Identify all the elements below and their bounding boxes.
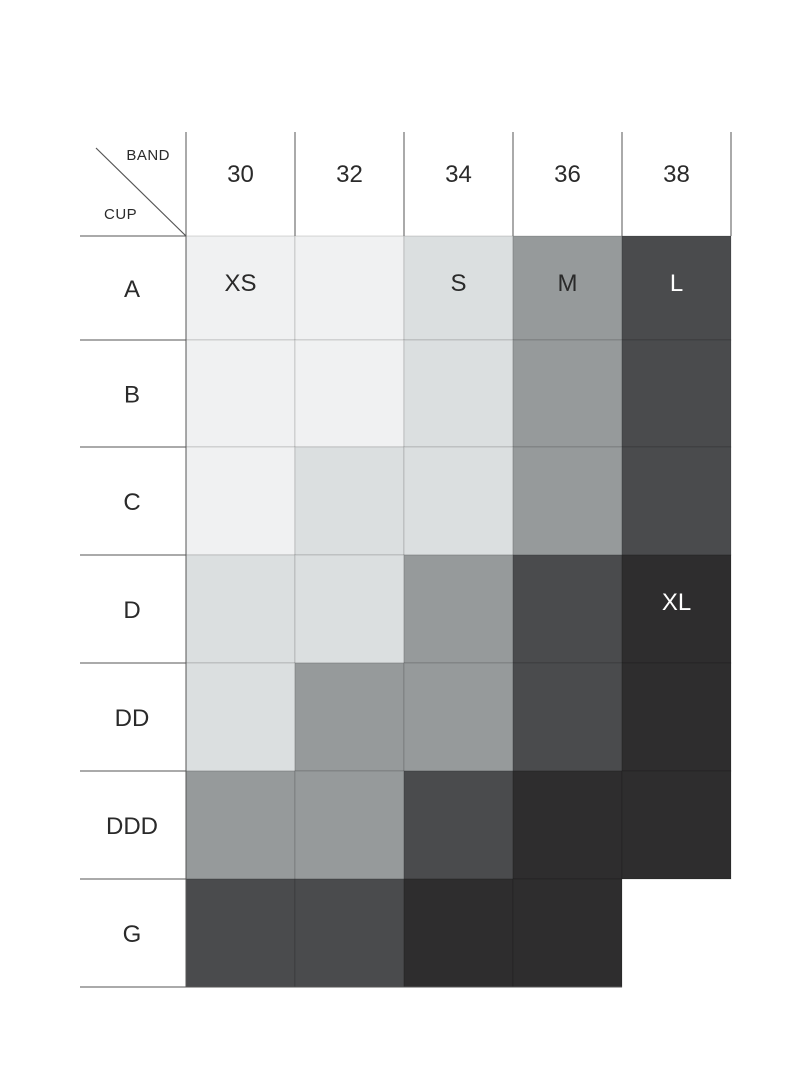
cup-axis-label: CUP <box>104 206 138 223</box>
cup-header: A <box>123 276 141 303</box>
size-cell-c-30 <box>186 447 295 555</box>
size-cell-c-38 <box>622 447 731 555</box>
size-cell-g-32 <box>295 879 404 987</box>
size-cell-g-30 <box>186 879 295 987</box>
size-cell-ddd-36 <box>513 771 622 879</box>
size-cell-d-34 <box>404 555 513 663</box>
size-cell-c-32 <box>295 447 404 555</box>
size-cell-c-34 <box>404 447 513 555</box>
size-label-s: S <box>450 270 467 297</box>
size-cell-dd-36 <box>513 663 622 771</box>
cup-header: DDD <box>106 813 158 840</box>
size-cell-b-30 <box>186 340 295 447</box>
size-cell-g-36 <box>513 879 622 987</box>
size-cell-dd-30 <box>186 663 295 771</box>
size-cell-b-38 <box>622 340 731 447</box>
size-label-l: L <box>669 270 684 297</box>
cup-header: C <box>123 489 141 516</box>
size-cell-dd-38 <box>622 663 731 771</box>
band-header: 34 <box>445 161 472 188</box>
cup-header: G <box>122 921 142 948</box>
size-cell-ddd-34 <box>404 771 513 879</box>
size-cell-b-34 <box>404 340 513 447</box>
size-cell-ddd-32 <box>295 771 404 879</box>
cup-headers <box>106 276 158 948</box>
size-cell-dd-34 <box>404 663 513 771</box>
size-cell-ddd-38 <box>622 771 731 879</box>
size-cell-b-36 <box>513 340 622 447</box>
size-cell-ddd-30 <box>186 771 295 879</box>
band-headers <box>227 161 690 188</box>
size-cell-d-32 <box>295 555 404 663</box>
cup-header: DD <box>114 705 150 732</box>
band-axis-label: BAND <box>126 147 170 164</box>
size-cell-b-32 <box>295 340 404 447</box>
size-cell-dd-32 <box>295 663 404 771</box>
band-header: 36 <box>554 161 581 188</box>
size-cell-d-30 <box>186 555 295 663</box>
band-header: 38 <box>663 161 690 188</box>
size-label-xl: XL <box>661 589 692 616</box>
cup-header: D <box>123 597 141 624</box>
size-cells <box>186 236 731 987</box>
size-cell-g-34 <box>404 879 513 987</box>
size-cell-c-36 <box>513 447 622 555</box>
size-cell-d-36 <box>513 555 622 663</box>
size-label-xs: XS <box>224 270 257 297</box>
band-header: 30 <box>227 161 254 188</box>
size-label-m: M <box>557 270 578 297</box>
size-cell-a-32 <box>295 236 404 340</box>
band-header: 32 <box>336 161 363 188</box>
cup-header: B <box>123 381 141 409</box>
